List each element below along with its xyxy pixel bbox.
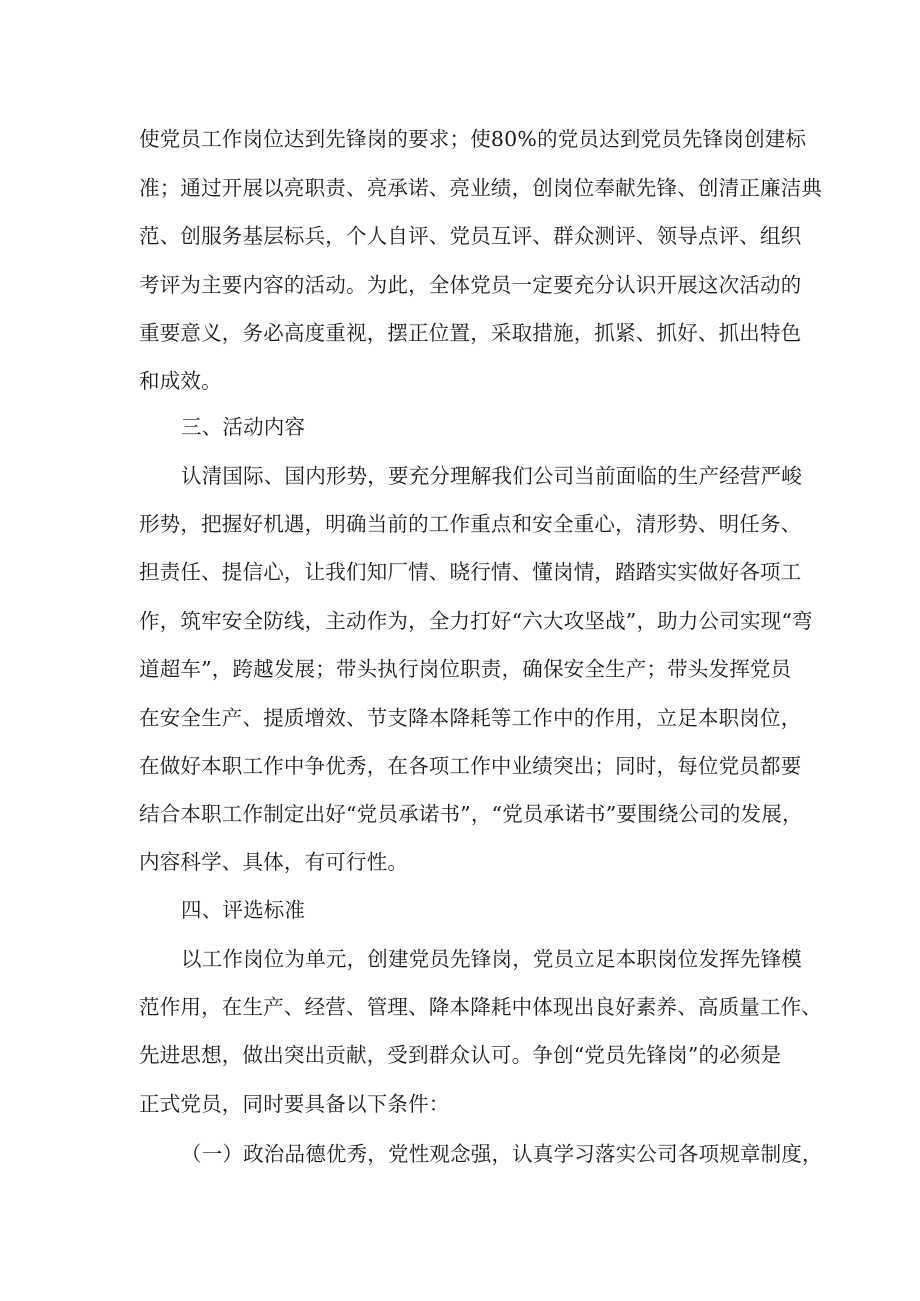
paragraph-line: 范作用，在生产、经营、管理、降本降耗中体现出良好素养、高质量工作、 — [139, 995, 823, 1019]
paragraph-line: 在安全生产、提质增效、节支降本降耗等工作中的作用，立足本职岗位， — [139, 706, 802, 730]
list-item: （一）政治品德优秀，党性观念强，认真学习落实公司各项规章制度， — [181, 1142, 823, 1166]
paragraph-line: 先进思想，做出突出贡献，受到群众认可。争创“党员先锋岗”的必须是 — [139, 1043, 782, 1067]
paragraph-line: 认清国际、国内形势，要充分理解我们公司当前面临的生产经营严峻 — [181, 464, 802, 488]
paragraph-line: 担责任、提信心，让我们知厂情、晓行情、懂岗情，踏踏实实做好各项工 — [139, 560, 802, 584]
paragraph-line: 考评为主要内容的活动。为此，全体党员一定要充分认识开展这次活动的 — [139, 273, 802, 297]
paragraph-line: 形势，把握好机遇，明确当前的工作重点和安全重心，清形势、明任务、 — [139, 512, 802, 536]
paragraph-line: 重要意义，务必高度重视，摆正位置，采取措施，抓紧、抓好、抓出特色 — [139, 321, 802, 345]
paragraph-line: 范、创服务基层标兵，个人自评、党员互评、群众测评、领导点评、组织 — [139, 224, 802, 248]
paragraph-line: 结合本职工作制定出好“党员承诺书”，“党员承诺书”要围绕公司的发展， — [139, 802, 803, 826]
paragraph-line: 内容科学、具体，有可行性。 — [139, 850, 409, 874]
paragraph-line: 准；通过开展以亮职责、亮承诺、亮业绩，创岗位奉献先锋、创清正廉洁典 — [139, 176, 823, 200]
paragraph-line: 作，筑牢安全防线，主动作为，全力打好“六大攻坚战”，助力公司实现“弯 — [139, 609, 813, 633]
paragraph-line: 以工作岗位为单元，创建党员先锋岗，党员立足本职岗位发挥先锋模 — [181, 947, 802, 971]
paragraph-line: 和成效。 — [139, 369, 222, 393]
section-heading: 三、活动内容 — [181, 415, 306, 439]
paragraph-line: 使党员工作岗位达到先锋岗的要求；使80%的党员达到党员先锋岗创建标 — [139, 127, 807, 151]
paragraph-line: 道超车”，跨越发展；带头执行岗位职责，确保安全生产；带头发挥党员 — [139, 657, 792, 681]
paragraph-line: 在做好本职工作中争优秀，在各项工作中业绩突出；同时，每位党员都要 — [139, 754, 802, 778]
section-heading: 四、评选标准 — [181, 898, 306, 922]
paragraph-line: 正式党员，同时要具备以下条件： — [139, 1092, 450, 1116]
